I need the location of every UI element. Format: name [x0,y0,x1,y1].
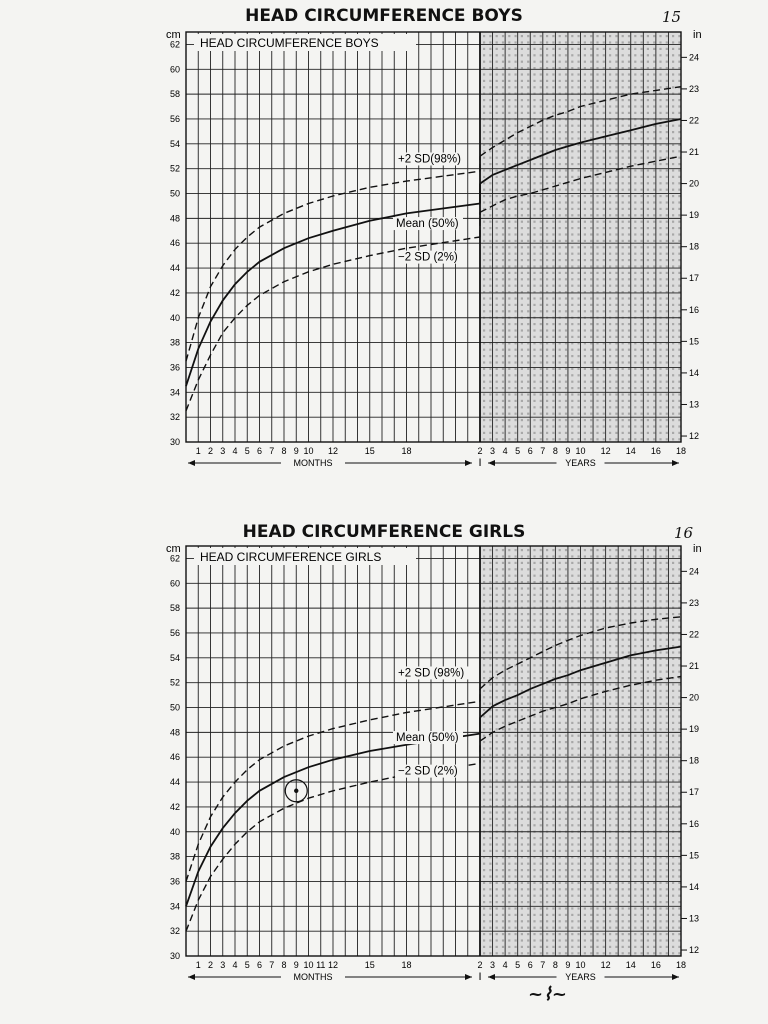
x-tick-year: 18 [675,446,687,456]
x-tick-month: 1 [195,446,201,456]
y-tick-in: 24 [689,52,700,63]
x-tick-month: 3 [220,960,226,970]
x-tick-year: 7 [540,960,546,970]
x-tick-month: 7 [269,960,275,970]
y-tick-cm: 42 [169,801,180,812]
y-tick-cm: 48 [169,727,180,738]
y-tick-in: 12 [689,945,700,956]
y-tick-cm: 58 [169,89,180,100]
x-tick-year: 3 [490,446,496,456]
y-tick-cm: 32 [169,926,180,937]
y-tick-cm: 40 [169,312,180,323]
girls-page-number: 16 [674,524,694,542]
y-tick-in: 22 [689,115,700,126]
y-tick-in: 24 [689,566,700,577]
y-tick-cm: 32 [169,412,180,423]
x-tick-month: 15 [364,446,375,456]
x-tick-year: 9 [565,960,571,970]
y-tick-in: 13 [689,399,700,410]
y-tick-cm: 34 [169,901,180,912]
y-tick-cm: 46 [169,752,180,763]
x-tick-month: 6 [256,960,263,970]
x-tick-year: 18 [675,960,687,970]
y-tick-in: 19 [689,210,700,221]
x-tick-month: 6 [256,446,263,456]
left-unit-label: cm [166,543,181,555]
months-arrow-right-head [465,460,472,466]
y-tick-cm: 50 [169,702,180,713]
y-tick-cm: 46 [169,238,180,249]
annotation-sd-plus2: +2 SD(98%) [398,153,461,166]
x-tick-year: 9 [565,446,571,456]
x-tick-month: 1 [195,960,201,970]
y-tick-cm: 60 [169,64,180,75]
axis-break-label: I [478,457,482,469]
years-arrow-right-head [672,974,679,980]
x-tick-year: 12 [600,960,611,970]
x-tick-month: 9 [293,446,299,456]
y-tick-in: 12 [689,431,700,442]
x-tick-year: 8 [552,446,558,456]
x-tick-year: 14 [625,446,636,456]
y-tick-in: 16 [689,818,700,829]
x-tick-month: 15 [364,960,375,970]
y-tick-in: 20 [689,178,700,189]
x-tick-year: 4 [502,446,508,456]
x-tick-month: 4 [232,960,238,970]
x-tick-month: 10 [303,960,314,970]
x-tick-year: 16 [650,960,661,970]
boys-page-heading: HEAD CIRCUMFERENCE BOYS [245,6,523,26]
y-tick-cm: 36 [169,876,180,887]
y-tick-cm: 42 [169,287,180,298]
y-tick-cm: 60 [169,578,180,589]
y-tick-in: 14 [689,367,700,378]
xlabel-months: MONTHS [293,458,333,468]
x-tick-year: 6 [527,960,533,970]
y-tick-in: 18 [689,241,700,252]
y-tick-cm: 62 [169,39,180,50]
right-unit-label: in [693,543,702,555]
x-tick-month: 12 [327,446,339,456]
y-tick-cm: 52 [169,163,180,174]
y-tick-in: 21 [689,147,700,158]
axis-break-label: I [478,971,482,983]
y-tick-in: 21 [689,661,700,672]
years-arrow-left-head [488,460,495,466]
x-tick-month: 2 [207,960,214,970]
x-tick-year: 10 [575,446,586,456]
annotation-sd-plus2: +2 SD (98%) [398,667,465,680]
x-tick-month: 12 [327,960,339,970]
y-tick-in: 14 [689,881,700,892]
y-tick-cm: 34 [169,387,180,398]
x-tick-year: 2 [477,446,483,456]
x-tick-year: 10 [575,960,586,970]
y-tick-cm: 36 [169,362,180,373]
x-tick-month: 2 [207,446,214,456]
chart-title: HEAD CIRCUMFERENCE BOYS [200,36,379,50]
x-tick-year: 12 [600,446,611,456]
annotation-sd-minus2: −2 SD (2%) [398,251,458,264]
annotation-mean: Mean (50%) [396,732,459,745]
right-unit-label: in [693,29,702,41]
x-tick-year: 3 [490,960,496,970]
girls-head-circumference-chart [0,536,768,1016]
y-tick-cm: 40 [169,826,180,837]
y-tick-cm: 30 [169,951,180,961]
months-arrow-right-head [465,974,472,980]
x-tick-month: 10 [303,446,314,456]
x-tick-year: 6 [527,446,533,456]
x-tick-month: 5 [244,960,250,970]
chart-title: HEAD CIRCUMFERENCE GIRLS [200,550,382,564]
x-tick-year: 5 [515,960,521,970]
y-tick-cm: 54 [169,138,180,149]
x-tick-year: 5 [515,446,521,456]
annotation-mean: Mean (50%) [396,218,459,231]
x-tick-month: 18 [401,446,412,456]
y-tick-in: 23 [689,83,700,94]
x-tick-year: 14 [625,960,636,970]
years-arrow-right-head [672,460,679,466]
x-tick-month: 5 [244,446,250,456]
y-tick-cm: 56 [169,627,180,638]
y-tick-cm: 44 [169,263,180,274]
y-tick-cm: 44 [169,777,180,788]
y-tick-cm: 62 [169,553,180,564]
y-tick-cm: 58 [169,603,180,614]
y-tick-in: 22 [689,629,700,640]
xlabel-months: MONTHS [293,972,333,982]
xlabel-years: YEARS [565,458,596,468]
girls-page-heading: HEAD CIRCUMFERENCE GIRLS [242,522,526,542]
x-tick-month: 3 [220,446,226,456]
boys-head-circumference-chart [0,22,768,502]
boys-page-number: 15 [662,8,682,26]
years-arrow-left-head [488,974,495,980]
x-tick-year: 16 [650,446,661,456]
y-tick-in: 13 [689,913,700,924]
x-tick-month: 7 [269,446,275,456]
y-tick-in: 18 [689,755,700,766]
y-tick-cm: 30 [169,437,180,447]
x-tick-month: 9 [293,960,299,970]
x-tick-year: 4 [502,960,508,970]
y-tick-in: 15 [689,850,700,861]
y-tick-cm: 54 [169,652,180,663]
x-tick-month: 8 [281,960,287,970]
x-tick-month: 18 [401,960,412,970]
x-tick-month: 4 [232,446,238,456]
months-arrow-left-head [188,974,195,980]
y-tick-in: 15 [689,336,700,347]
y-tick-in: 23 [689,597,700,608]
y-tick-in: 16 [689,304,700,315]
x-tick-month: 8 [281,446,287,456]
y-tick-cm: 52 [169,677,180,688]
x-tick-year: 7 [540,446,546,456]
y-tick-in: 20 [689,692,700,703]
y-tick-in: 17 [689,273,700,284]
y-tick-cm: 48 [169,213,180,224]
left-unit-label: cm [166,29,181,41]
y-tick-in: 17 [689,787,700,798]
x-tick-month: 11 [316,960,326,970]
y-tick-in: 19 [689,724,700,735]
signature-mark: ~⌇~ [528,984,567,1005]
x-tick-year: 2 [477,960,483,970]
y-tick-cm: 50 [169,188,180,199]
y-tick-cm: 38 [169,337,180,348]
plotted-point [294,789,298,793]
y-tick-cm: 56 [169,113,180,124]
x-tick-year: 8 [552,960,558,970]
y-tick-cm: 38 [169,851,180,862]
annotation-sd-minus2: −2 SD (2%) [398,765,458,778]
xlabel-years: YEARS [565,972,596,982]
months-arrow-left-head [188,460,195,466]
